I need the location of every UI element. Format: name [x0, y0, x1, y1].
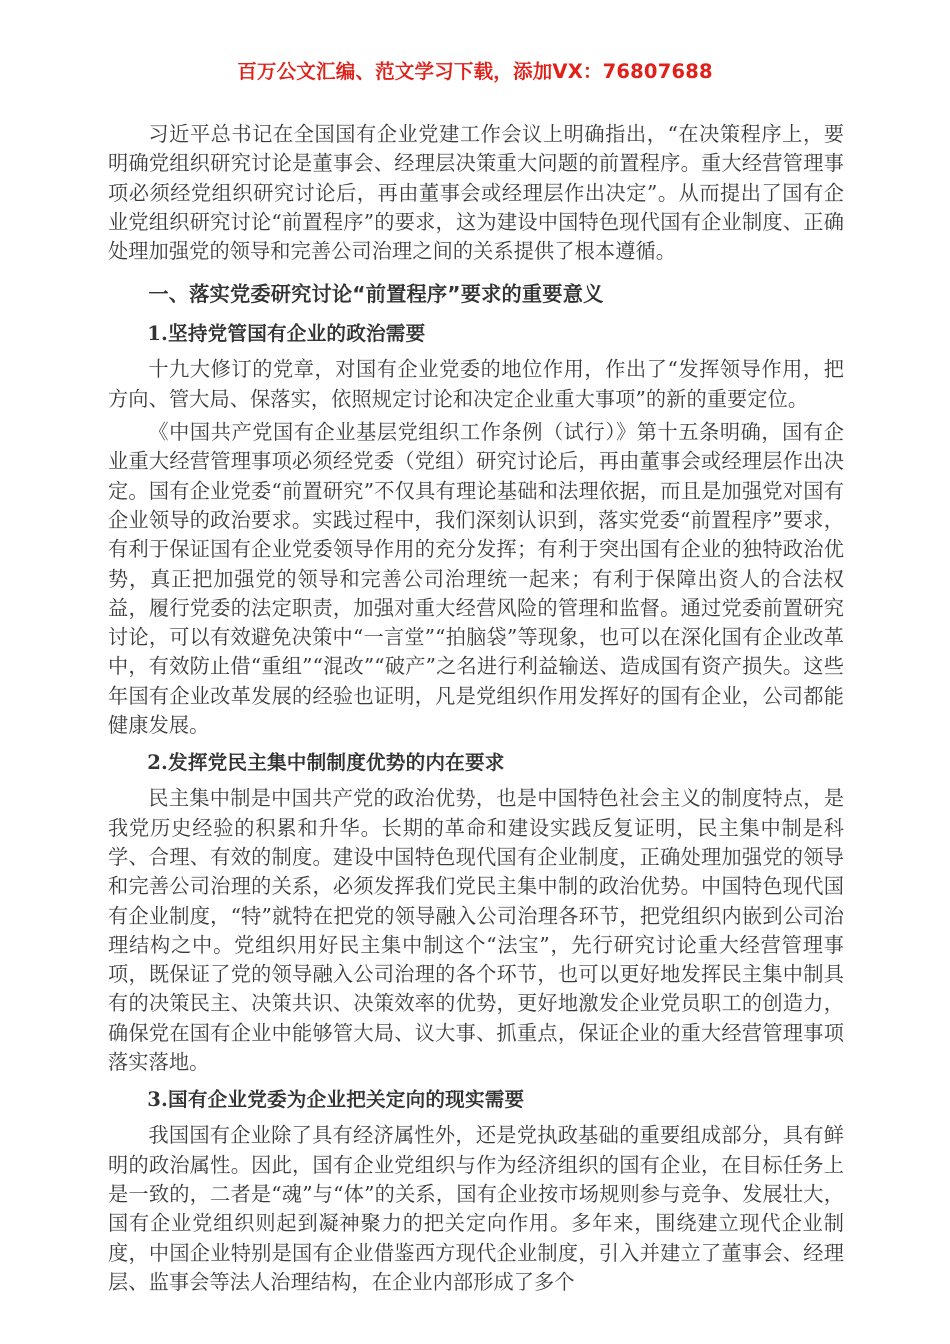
section-heading-1: 一、落实党委研究讨论“前置程序”要求的重要意义	[148, 282, 604, 307]
subsection-number-3: 3.	[147, 1088, 169, 1112]
subsection-heading-1-1	[108, 317, 844, 351]
paragraph-1-3-a: 我国国有企业除了具有经济属性外，还是党执政基础的重要组成部分，具有鲜明的政治属性。因此，国有企业党组织与作为经济组织的国有企业，在目标任务上是一致的，二者是“魂”与“体”的关系，国有企业按市场规则参与竞争、发展壮大，国有企业党组织则起到凝神聚力的把关定向作用。多年来，围绕建立现代企业制度，中国企业特别是国有企业借鉴西方现代企业制度，引入并建立了董事会、经理层、监事会等法人治理结构，在企业内部形成了多个	[108, 1123, 844, 1294]
subsection-heading-1-3	[108, 1083, 844, 1117]
subsection-label-3: 国有企业党委为企业把关定向的现实需要	[168, 1088, 525, 1112]
paragraph-1-1-a: 十九大修订的党章，对国有企业党委的地位作用，作出了“发挥领导作用，把方向、管大局、保落实，依照规定讨论和决定企业重大事项”的新的重要定位。	[108, 357, 844, 411]
document-body	[108, 120, 844, 1297]
subsection-heading-1-2	[108, 746, 844, 780]
promo-watermark-header: 百万公文汇编、范文学习下载，添加VX：76807688	[237, 60, 713, 83]
paragraph-1-1-b: 《中国共产党国有企业基层党组织工作条例（试行）》第十五条明确，国有企业重大经营管理事项必须经党委（党组）研究讨论后，再由董事会或经理层作出决定。国有企业党委“前置研究”不仅具有理论基础和法理依据，而且是加强党对国有企业领导的政治要求。实践过程中，我们深刻认识到，落实党委“前置程序”要求，有利于保证国有企业党委领导作用的充分发挥；有利于突出国有企业的独特政治优势，真正把加强党的领导和完善公司治理统一起来；有利于保障出资人的合法权益，履行党委的法定职责，加强对重大经营风险的管理和监督。通过党委前置研究讨论，可以有效避免决策中“一言堂”“拍脑袋”等现象，也可以在深化国有企业改革中，有效防止借“重组”“混改”“破产”之名进行利益输送、造成国有资产损失。这些年国有企业改革发展的经验也证明，凡是党组织作用发挥好的国有企业，公司都能健康发展。	[108, 420, 844, 738]
intro-paragraph: 习近平总书记在全国国有企业党建工作会议上明确指出，“在决策程序上，要明确党组织研究讨论是董事会、经理层决策重大问题的前置程序。重大经营管理事项必须经党组织研究讨论后，再由董事会或经理层作出决定”。从而提出了国有企业党组织研究讨论“前置程序”的要求，这为建设中国特色现代国有企业制度、正确处理加强党的领导和完善公司治理之间的关系提供了根本遵循。	[108, 122, 844, 264]
subsection-number-1: 1.	[147, 322, 169, 346]
subsection-label-1: 坚持党管国有企业的政治需要	[168, 322, 426, 346]
subsection-label-2: 发挥党民主集中制制度优势的内在要求	[168, 751, 505, 775]
paragraph-1-2-a: 民主集中制是中国共产党的政治优势，也是中国特色社会主义的制度特点，是我党历史经验的积累和升华。长期的革命和建设实践反复证明，民主集中制是科学、合理、有效的制度。建设中国特色现代国有企业制度，正确处理加强党的领导和完善公司治理的关系，必须发挥我们党民主集中制的政治优势。中国特色现代国有企业制度，“特”就特在把党的领导融入公司治理各环节，把党组织内嵌到公司治理结构之中。党组织用好民主集中制这个“法宝”，先行研究讨论重大经营管理事项，既保证了党的领导融入公司治理的各个环节，也可以更好地发挥民主集中制具有的决策民主、决策共识、决策效率的优势，更好地激发企业党员职工的创造力，确保党在国有企业中能够管大局、议大事、抓重点，保证企业的重大经营管理事项落实落地。	[108, 786, 844, 1075]
subsection-number-2: 2.	[147, 751, 169, 775]
